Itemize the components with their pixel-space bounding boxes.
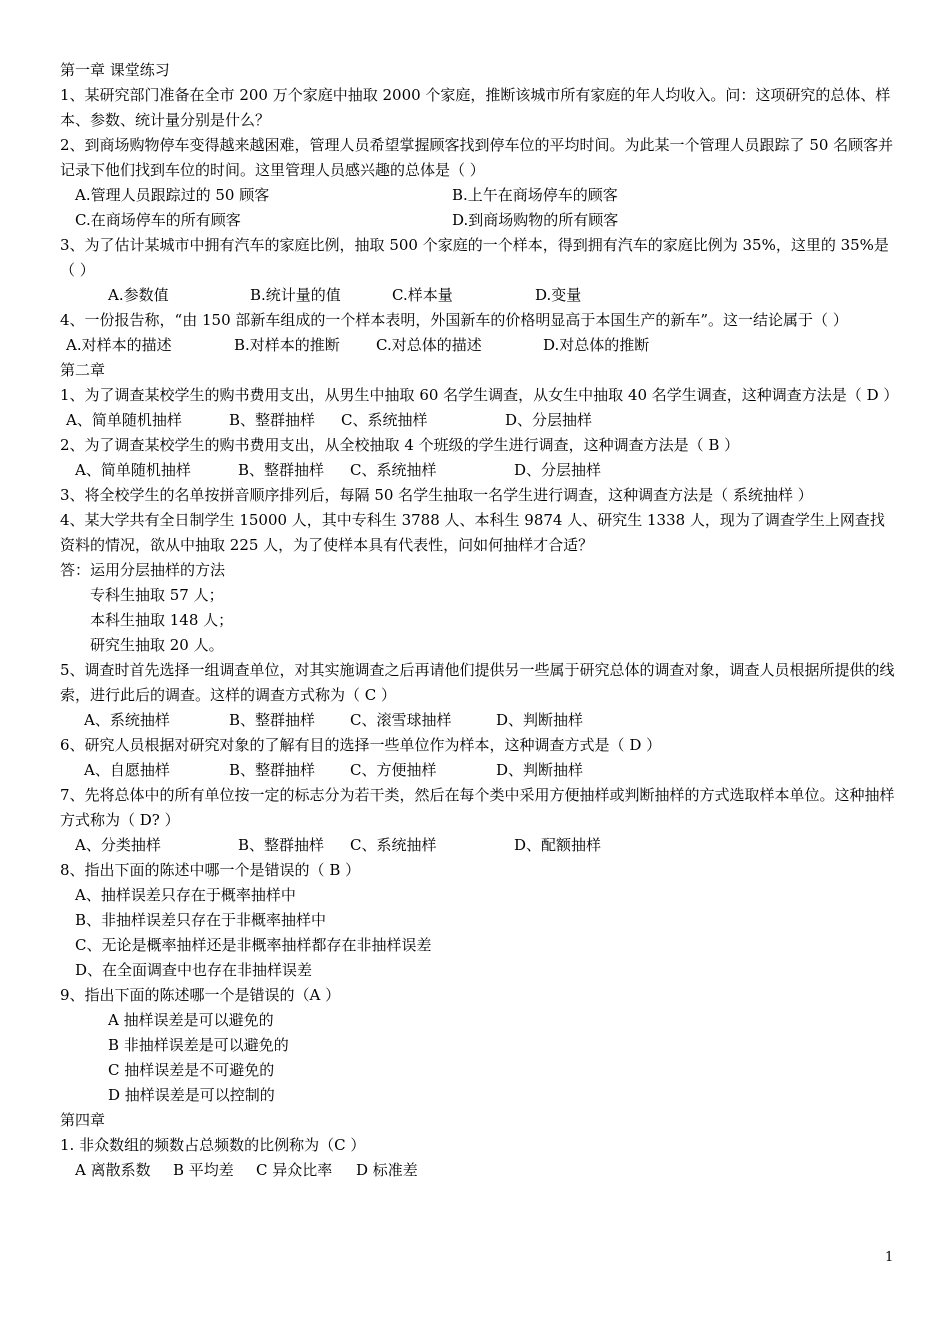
ch2-question-5: 5、调查时首先选择一组调查单位，对其实施调查之后再请他们提供另一些属于研究总体的调查对象，调查人员根据所提供的线索，进行此后的调查。这样的调查方式称为（ C ） <box>60 661 895 704</box>
option: A、简单随机抽样 <box>75 461 191 479</box>
option: A.参数值 <box>108 286 169 304</box>
option: A.管理人员跟踪过的 50 顾客 <box>75 186 270 204</box>
answer-line: 本科生抽取 148 人； <box>90 611 234 629</box>
answer-line: 研究生抽取 20 人。 <box>90 636 224 654</box>
ch2-q2-options <box>60 458 896 483</box>
option: B.对样本的推断 <box>234 336 340 354</box>
ch1-q2-options-row1 <box>60 183 896 208</box>
option: B.上午在商场停车的顾客 <box>452 186 618 204</box>
option: B、整群抽样 <box>229 761 316 779</box>
option: A、分类抽样 <box>75 836 161 854</box>
option: C.对总体的描述 <box>376 336 482 354</box>
option: C、无论是概率抽样还是非概率抽样都存在非抽样误差 <box>75 936 432 954</box>
page-number: 1 <box>885 1250 894 1265</box>
chapter-1-title: 第一章 课堂练习 <box>60 61 170 79</box>
ch2-question-2: 2、为了调查某校学生的购书费用支出，从全校抽取 4 个班级的学生进行调查，这种调查方法是（ B ） <box>60 436 740 454</box>
ch1-question-3: 3、为了估计某城市中拥有汽车的家庭比例，抽取 500 个家庭的一个样本，得到拥有汽车的家庭比例为 35%，这里的 35%是（ ） <box>60 236 889 279</box>
ch4-q1-options <box>60 1158 896 1183</box>
option: C.样本量 <box>392 286 453 304</box>
option: D、判断抽样 <box>496 711 584 729</box>
ch1-question-1: 1、某研究部门准备在全市 200 万个家庭中抽取 2000 个家庭，推断该城市所有家庭的年人均收入。问：这项研究的总体、样本、参数、统计量分别是什么？ <box>60 86 891 129</box>
ch1-q2-options-row2 <box>60 208 896 233</box>
option: D、分层抽样 <box>514 461 602 479</box>
ch2-question-4: 4、某大学共有全日制学生 15000 人，其中专科生 3788 人、本科生 9874 人、研究生 1338 人，现为了调查学生上网查找资料的情况，欲从中抽取 225 人，为了使样本具有代表性，问如何抽样才合适？ <box>60 511 885 554</box>
option: A、抽样误差只存在于概率抽样中 <box>75 886 296 904</box>
option: A、简单随机抽样 <box>66 411 182 429</box>
ch2-question-3: 3、将全校学生的名单按拼音顺序排列后，每隔 50 名学生抽取一名学生进行调查，这种调查方法是（ 系统抽样 ） <box>60 486 813 504</box>
ch2-q7-options <box>60 833 896 858</box>
ch1-question-4: 4、一份报告称，“由 150 部新车组成的一个样本表明，外国新车的价格明显高于本国生产的新车”。这一结论属于（ ） <box>60 311 848 329</box>
ch2-question-6: 6、研究人员根据对研究对象的了解有目的选择一些单位作为样本，这种调查方式是（ D ） <box>60 736 662 754</box>
option: A、自愿抽样 <box>84 761 170 779</box>
option: D、判断抽样 <box>496 761 584 779</box>
option: B、非抽样误差只存在于非概率抽样中 <box>75 911 327 929</box>
option: C、系统抽样 <box>350 836 437 854</box>
option: A、系统抽样 <box>84 711 170 729</box>
option: B.统计量的值 <box>250 286 341 304</box>
option: D、在全面调查中也存在非抽样误差 <box>75 961 313 979</box>
option: C、系统抽样 <box>341 411 428 429</box>
ch2-q5-options <box>60 708 896 733</box>
ch4-question-1: 1. 非众数组的频数占总频数的比例称为（C ） <box>60 1136 366 1154</box>
ch1-q3-options <box>60 283 896 308</box>
option: C 异众比率 <box>256 1161 333 1179</box>
chapter-4-title: 第四章 <box>60 1111 106 1129</box>
option: A.对样本的描述 <box>66 336 172 354</box>
option: D、配额抽样 <box>514 836 602 854</box>
ch2-question-9: 9、指出下面的陈述哪一个是错误的（A ） <box>60 986 341 1004</box>
ch2-q6-options <box>60 758 896 783</box>
chapter-2-title: 第二章 <box>60 361 106 379</box>
option: D 标准差 <box>356 1161 418 1179</box>
option: B、整群抽样 <box>238 836 325 854</box>
option: C、方便抽样 <box>350 761 437 779</box>
option: C、系统抽样 <box>350 461 437 479</box>
option: D.对总体的推断 <box>543 336 650 354</box>
ch1-question-2: 2、到商场购物停车变得越来越困难，管理人员希望掌握顾客找到停车位的平均时间。为此某一个管理人员跟踪了 50 名顾客并记录下他们找到车位的时间。这里管理人员感兴趣的总体是（ ） <box>60 136 894 179</box>
option: B 非抽样误差是可以避免的 <box>108 1036 289 1054</box>
ch2-question-8: 8、指出下面的陈述中哪一个是错误的（ B ） <box>60 861 361 879</box>
ch2-question-7: 7、先将总体中的所有单位按一定的标志分为若干类，然后在每个类中采用方便抽样或判断抽样的方式选取样本单位。这种抽样方式称为（ D? ） <box>60 786 895 829</box>
ch1-q4-options <box>60 333 896 358</box>
ch2-q1-options <box>60 408 896 433</box>
option: C.在商场停车的所有顾客 <box>75 211 241 229</box>
option: D、分层抽样 <box>505 411 593 429</box>
option: D.到商场购物的所有顾客 <box>452 211 619 229</box>
option: C 抽样误差是不可避免的 <box>108 1061 275 1079</box>
option: D 抽样误差是可以控制的 <box>108 1086 275 1104</box>
option: D.变量 <box>535 286 582 304</box>
option: A 离散系数 <box>75 1161 151 1179</box>
option: B 平均差 <box>173 1161 234 1179</box>
option: B、整群抽样 <box>229 411 316 429</box>
option: B、整群抽样 <box>238 461 325 479</box>
ch2-question-1: 1、为了调查某校学生的购书费用支出，从男生中抽取 60 名学生调查，从女生中抽取 40 名学生调查，这种调查方法是（ D ） <box>60 386 899 404</box>
document-page <box>60 58 899 1183</box>
option: B、整群抽样 <box>229 711 316 729</box>
answer-line: 专科生抽取 57 人； <box>90 586 224 604</box>
option: A 抽样误差是可以避免的 <box>108 1011 274 1029</box>
option: C、滚雪球抽样 <box>350 711 452 729</box>
answer-intro: 答：运用分层抽样的方法 <box>60 561 226 579</box>
